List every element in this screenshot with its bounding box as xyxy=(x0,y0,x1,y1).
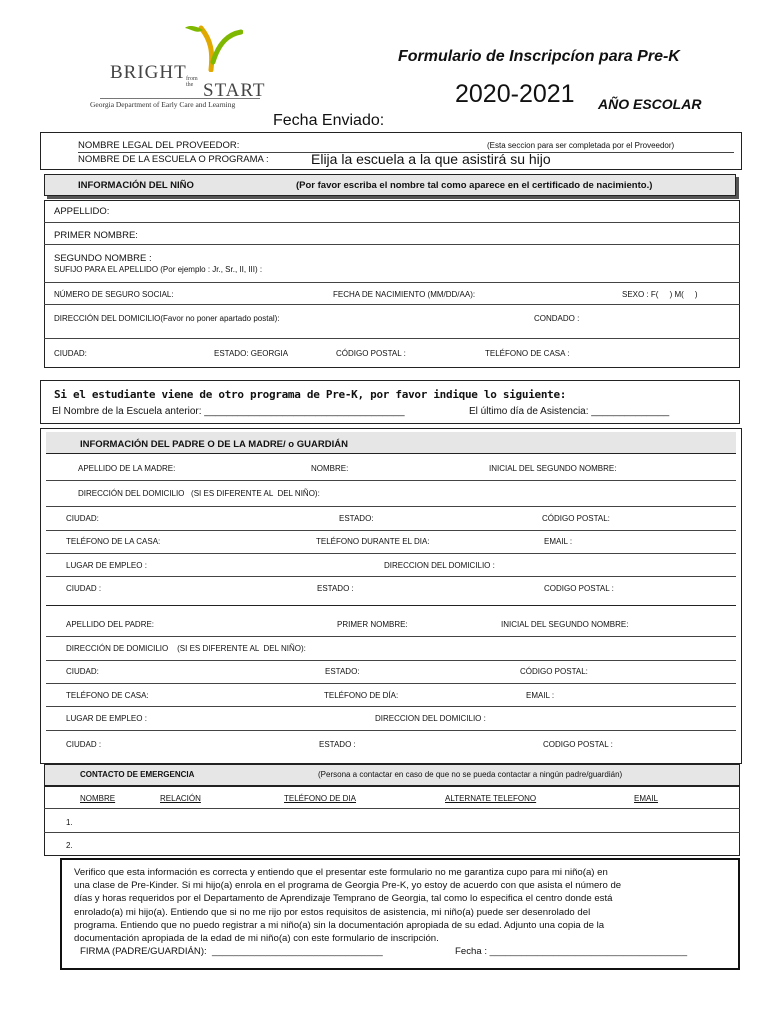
emergency-section-title: CONTACTO DE EMERGENCIA xyxy=(80,770,195,779)
last-attendance-day-label: El último día de Asistencia: ______________ xyxy=(469,406,670,417)
mother-state-label: ESTADO: xyxy=(339,514,374,523)
child-zip-label: CÓDIGO POSTAL : xyxy=(336,349,406,358)
child-middle-name-label: SEGUNDO NOMBRE : xyxy=(54,253,152,264)
father-day-phone-label: TELÉFONO DE DÍA: xyxy=(324,691,399,700)
mother-first-name-label: NOMBRE: xyxy=(311,464,349,473)
mother-work-state-label: ESTADO : xyxy=(317,584,354,593)
child-last-name-label: APPELLIDO: xyxy=(54,206,110,217)
previous-school-label: El Nombre de la Escuela anterior: ____________________________________ xyxy=(52,406,405,417)
mother-day-phone-label: TELÉFONO DURANTE EL DIA: xyxy=(316,537,430,546)
child-city-label: CIUDAD: xyxy=(54,349,87,358)
mother-work-address-label: DIRECCION DEL DOMICILIO : xyxy=(384,561,495,570)
father-city-label: CIUDAD: xyxy=(66,667,99,676)
child-suffix-label: SUFIJO PARA EL APELLIDO (Por ejemplo : Jr., Sr., II, III) : xyxy=(54,265,263,274)
school-name-label: NOMBRE DE LA ESCUELA O PROGRAMA : xyxy=(78,154,269,165)
child-home-phone-label: TELÉFONO DE CASA : xyxy=(485,349,570,358)
father-work-city-label: CIUDAD : xyxy=(66,740,102,749)
emergency-section-note: (Persona a contactar en caso de que no se pueda contactar a ningún padre/guardián) xyxy=(318,770,623,779)
consent-line: Verifico que esta información es correcta y entiendo que el presentar este formulario no me garantiza cupo para mi niño(a) en xyxy=(74,867,608,878)
father-zip-label: CÓDIGO POSTAL: xyxy=(520,667,588,676)
emergency-col-relation: RELACIÓN xyxy=(160,794,201,803)
consent-line: documentación apropiada de la edad de mi niño(a) con este formulario de inscripción. xyxy=(74,933,439,945)
father-work-state-label: ESTADO : xyxy=(319,740,356,749)
sprout-icon xyxy=(183,22,243,72)
school-year-label: AÑO ESCOLAR xyxy=(598,96,702,112)
logo-subtitle: Georgia Department of Early Care and Learning xyxy=(90,100,236,109)
child-ssn-label: NÚMERO DE SEGURO SOCIAL: xyxy=(54,290,174,299)
mother-home-phone-label: TELÉFONO DE LA CASA: xyxy=(66,537,161,546)
child-section-note: (Por favor escriba el nombre tal como aparece en el certificado de nacimiento.) xyxy=(296,180,653,191)
child-address-label: DIRECCIÓN DEL DOMICILIO(Favor no poner apartado postal): xyxy=(54,314,280,323)
logo xyxy=(88,22,268,114)
father-email-label: EMAIL : xyxy=(526,691,555,700)
emergency-col-name: NOMBRE xyxy=(80,794,116,803)
child-sex-label: SEXO : F( ) M( ) xyxy=(622,290,698,299)
mother-middle-initial-label: INICIAL DEL SEGUNDO NOMBRE: xyxy=(489,464,617,473)
school-name-select[interactable]: Elija la escuela a la que asistirá su hijo xyxy=(311,151,551,167)
father-state-label: ESTADO: xyxy=(325,667,360,676)
father-home-phone-label: TELÉFONO DE CASA: xyxy=(66,691,149,700)
date-sent-label: Fecha Enviado: xyxy=(273,112,385,129)
logo-bright: BRIGHT xyxy=(110,62,187,83)
mother-employer-label: LUGAR DE EMPLEO : xyxy=(66,561,147,570)
parent-section-title: INFORMACIÓN DEL PADRE O DE LA MADRE/ o GUARDIÁN xyxy=(80,439,348,450)
consent-line: programa. Entiendo que no puedo registrar a mi niño(a) sin la documentación apropiada de su edad. Adjunto una copia de la xyxy=(74,919,605,931)
consent-line: enrolado(a) mi hijo(a). Entiendo que si no me rijo por estos requisitos de asistencia, mi niño(a) puede ser desenrolado del xyxy=(74,906,591,918)
emergency-row-1: 1. xyxy=(66,818,73,827)
mother-email-label: EMAIL : xyxy=(544,537,573,546)
emergency-row-2: 2. xyxy=(66,841,73,850)
father-middle-initial-label: INICIAL DEL SEGUNDO NOMBRE: xyxy=(501,620,629,629)
mother-work-city-label: CIUDAD : xyxy=(66,584,102,593)
logo-from-the: from the xyxy=(186,76,198,88)
child-county-label: CONDADO : xyxy=(534,314,580,323)
father-address-label: DIRECCIÓN DE DOMICILIO (SI ES DIFERENTE AL DEL NIÑO): xyxy=(66,644,306,653)
emergency-col-day-phone: TELÉFONO DE DIA xyxy=(284,794,357,803)
school-year-range: 2020-2021 xyxy=(455,80,575,108)
consent-text xyxy=(74,866,734,945)
father-work-address-label: DIRECCION DEL DOMICILIO : xyxy=(375,714,486,723)
father-last-name-label: APELLIDO DEL PADRE: xyxy=(66,620,155,629)
father-employer-label: LUGAR DE EMPLEO : xyxy=(66,714,147,723)
form-title: Formulario de Inscripcíon para Pre-K xyxy=(398,48,680,65)
mother-address-label: DIRECCIÓN DEL DOMICILIO (SI ES DIFERENTE AL DEL NIÑO): xyxy=(78,489,320,498)
mother-last-name-label: APELLIDO DE LA MADRE: xyxy=(78,464,176,473)
emergency-col-email: EMAIL xyxy=(634,794,659,803)
child-section-title: INFORMACIÓN DEL NIÑO xyxy=(78,180,194,191)
mother-city-label: CIUDAD: xyxy=(66,514,99,523)
logo-start: START xyxy=(203,80,266,101)
child-first-name-label: PRIMER NOMBRE: xyxy=(54,230,138,241)
signature-date-field[interactable]: Fecha : _____________________________________ xyxy=(455,946,688,957)
previous-program-section xyxy=(40,380,740,424)
child-dob-label: FECHA DE NACIMIENTO (MM/DD/AA): xyxy=(333,290,476,299)
child-state-label: ESTADO: GEORGIA xyxy=(214,349,289,358)
father-first-name-label: PRIMER NOMBRE: xyxy=(337,620,408,629)
provider-note: (Esta seccion para ser completada por el Proveedor) xyxy=(487,141,675,150)
consent-line: días y horas requeridos por el Departamento de Aprendizaje Temprano de Georgia, tal como lo especifica el centro donde está xyxy=(74,893,613,905)
provider-legal-name-label: NOMBRE LEGAL DEL PROVEEDOR: xyxy=(78,140,240,151)
mother-zip-label: CÓDIGO POSTAL: xyxy=(542,514,610,523)
emergency-col-alt-phone: ALTERNATE TELEFONO xyxy=(445,794,537,803)
child-section xyxy=(44,200,740,368)
previous-program-heading: Si el estudiante viene de otro programa de Pre-K, por favor indique lo siguiente: xyxy=(54,388,567,401)
mother-work-zip-label: CODIGO POSTAL : xyxy=(544,584,614,593)
consent-line: una clase de Pre-Kinder. Si mi hijo(a) enrola en el programa de Georgia Pre-K, yo estoy de acuerdo con que asista el número de xyxy=(74,880,622,892)
father-work-zip-label: CODIGO POSTAL : xyxy=(543,740,613,749)
signature-field[interactable]: FIRMA (PADRE/GUARDIÁN): ________________________________ xyxy=(80,946,383,957)
